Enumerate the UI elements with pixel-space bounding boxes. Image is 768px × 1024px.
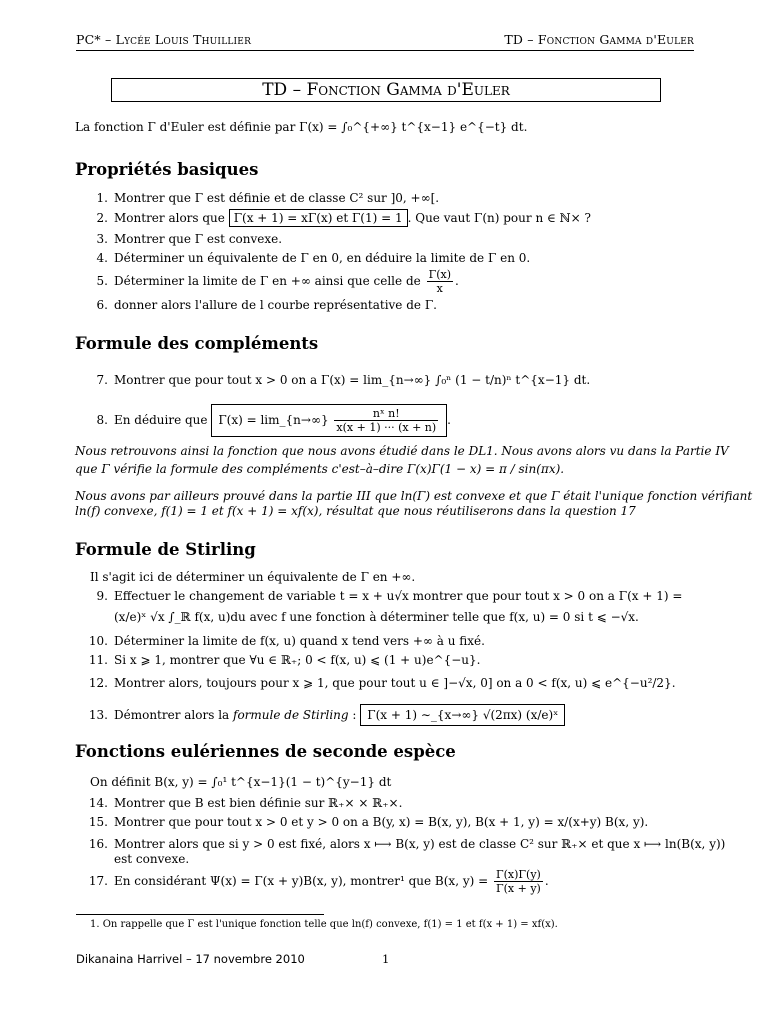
item-text-italic: formule de Stirling: [233, 708, 349, 722]
item-number: 13.: [88, 708, 108, 722]
note-paragraph: ln(f) convexe, f(1) = 1 et f(x + 1) = xf(x), résultat que nous réutiliserons dans la question 17: [75, 504, 636, 518]
item-text: Montrer alors que si y > 0 est fixé, alors x ⟼ B(x, y) est de classe C² sur ℝ₊× et que x ⟼ ln(B(x, y)): [114, 837, 726, 851]
list-item: 5. Déterminer la limite de Γ en +∞ ainsi que celle de $\frac{\Gamma(x)}{x}$ .: [82, 268, 459, 295]
footnote: 1. On rappelle que Γ est l'unique fonction telle que ln(f) convexe, f(1) = 1 et f(x + 1) = xf(x).: [90, 919, 558, 930]
note-paragraph: Nous retrouvons ainsi la fonction que nous avons étudié dans le DL1. Nous avons alors vu dans la Partie IV: [75, 444, 729, 458]
list-item: [82, 298, 437, 312]
list-item-continuation: (x/e)ˣ √x ∫_ℝ f(x, u)du avec f une fonction à déterminer telle que f(x, u) = 0 si t ⩽ −√x.: [114, 610, 639, 624]
section-title-second-kind: Fonctions eulériennes de seconde espèce: [75, 742, 456, 761]
section-intro: Il s'agit ici de déterminer un équivalente de Γ en +∞.: [90, 570, 416, 584]
list-item: [82, 634, 485, 648]
header-right: TD – Fonction Gamma d'Euler: [504, 32, 694, 47]
item-text: Démontrer alors la: [114, 708, 230, 722]
item-number: 9.: [96, 589, 108, 603]
page-number: 1: [382, 952, 390, 966]
boxed-formula: Γ(x + 1) = xΓ(x) et Γ(1) = 1: [229, 209, 408, 227]
boxed-formula: Γ(x + 1) ∼_{x→∞} √(2πx) (x/e)ˣ: [360, 704, 565, 726]
item-number: 11.: [88, 653, 108, 667]
list-item: [82, 653, 480, 667]
list-item: [82, 796, 402, 810]
item-text: Montrer que pour tout x > 0 et y > 0 on a B(y, x) = B(x, y), B(x + 1, y) = x/(x+y) B(x, y).: [114, 815, 649, 829]
item-text: Montrer que Γ est convexe.: [114, 232, 283, 246]
note-paragraph: Nous avons par ailleurs prouvé dans la partie III que ln(Γ) est convexe et que Γ était l'unique fonction vérifiant: [75, 489, 753, 503]
header-left: PC* – Lycée Louis Thuillier: [76, 32, 252, 47]
item-text: En considérant Ψ(x) = Γ(x + y)B(x, y), montrer¹ que B(x, y) =: [114, 874, 489, 888]
fraction: $\frac{\text{nˣ n!}}{x(x + 1) \cdot\cdot\cdot (x + n)}$: [336, 407, 437, 434]
list-item: [82, 815, 648, 829]
list-item: [82, 373, 590, 387]
item-number: 6.: [96, 298, 108, 312]
item-number: 5.: [96, 274, 108, 288]
list-item: 13. Démontrer alors la formule de Stirling : Γ(x + 1) ∼_{x→∞} √(2πx) (x/e)ˣ: [82, 704, 565, 726]
note-paragraph: que Γ vérifie la formule des compléments c'est–à–dire Γ(x)Γ(1 − x) = π / sin(πx).: [75, 462, 565, 476]
item-text: Si x ⩾ 1, montrer que ∀u ∈ ℝ₊; 0 < f(x, u) ⩽ (1 + u)e^{−u}.: [114, 653, 481, 667]
item-number: 8.: [96, 413, 108, 427]
item-text: Déterminer un équivalente de Γ en 0, en déduire la limite de Γ en 0.: [114, 251, 531, 265]
list-item-continuation: est convexe.: [114, 852, 190, 866]
item-text: Montrer que Γ est définie et de classe C² sur ]0, +∞[.: [114, 191, 440, 205]
footer-author-date: Dikanaina Harrivel – 17 novembre 2010: [76, 952, 305, 966]
fraction: $\frac{\Gamma(x)}{x}$: [428, 268, 451, 295]
section-title-complements: Formule des compléments: [75, 334, 319, 353]
item-number: 14.: [88, 796, 108, 810]
item-number: 1.: [96, 191, 108, 205]
list-item: [82, 232, 282, 246]
document-title: TD – Fonction Gamma d'Euler: [111, 78, 661, 102]
list-item: [82, 676, 676, 690]
list-item: [82, 589, 682, 603]
item-text: . Que vaut Γ(n) pour n ∈ ℕ× ?: [407, 211, 591, 225]
item-number: 10.: [88, 634, 108, 648]
item-number: 16.: [88, 837, 108, 851]
intro-text: La fonction Γ d'Euler est définie par Γ(x) = ∫₀^{+∞} t^{x−1} e^{−t} dt.: [75, 120, 528, 134]
item-number: 12.: [88, 676, 108, 690]
list-item: [82, 837, 725, 851]
list-item: [82, 251, 530, 265]
list-item: [82, 191, 439, 205]
list-item: [82, 211, 591, 225]
section-title-basic-properties: Propriétés basiques: [75, 160, 259, 179]
fraction: $\frac{\Gamma(x)\Gamma(y)}{\Gamma(x + y)}$: [496, 868, 541, 895]
item-number: 2.: [96, 211, 108, 225]
boxed-formula: Γ(x) = lim_{n→∞} $\frac{\text{nˣ n!}}{x(x + 1) \cdot\cdot\cdot (x + n)}$: [211, 404, 447, 437]
item-text: Effectuer le changement de variable t = x + u√x montrer que pour tout x > 0 on a Γ(x + 1) =: [114, 589, 683, 603]
item-text: Déterminer la limite de Γ en +∞ ainsi que celle de: [114, 274, 421, 288]
list-item: 17. En considérant Ψ(x) = Γ(x + y)B(x, y), montrer¹ que B(x, y) = $\frac{\Gamma(x)\Gamma(y)}{\Gamma(x + y)}$ .: [82, 868, 549, 895]
item-text: donner alors l'allure de l courbe représentative de Γ.: [114, 298, 437, 312]
item-text: Montrer alors que: [114, 211, 225, 225]
item-number: 15.: [88, 815, 108, 829]
section-title-stirling: Formule de Stirling: [75, 540, 256, 559]
item-text: Montrer alors, toujours pour x ⩾ 1, que pour tout u ∈ ]−√x, 0] on a 0 < f(x, u) ⩽ e^{−u²/2}.: [114, 676, 676, 690]
item-number: 17.: [88, 874, 108, 888]
header-rule: [76, 50, 694, 51]
item-text: En déduire que: [114, 413, 208, 427]
section-intro: On définit B(x, y) = ∫₀¹ t^{x−1}(1 − t)^{y−1} dt: [90, 775, 392, 789]
item-text: Déterminer la limite de f(x, u) quand x tend vers +∞ à u fixé.: [114, 634, 485, 648]
item-text: Montrer que pour tout x > 0 on a Γ(x) = lim_{n→∞} ∫₀ⁿ (1 − t/n)ⁿ t^{x−1} dt.: [114, 373, 591, 387]
footnote-rule: [76, 914, 324, 915]
item-number: 7.: [96, 373, 108, 387]
list-item: 8. En déduire que Γ(x) = lim_{n→∞} $\frac{\text{nˣ n!}}{x(x + 1) \cdot\cdot\cdot (x + n)}$ .: [82, 404, 451, 437]
item-number: 3.: [96, 232, 108, 246]
intro-definition: [75, 120, 527, 134]
item-text: Montrer que B est bien définie sur ℝ₊× × ℝ₊×.: [114, 796, 403, 810]
item-number: 4.: [96, 251, 108, 265]
